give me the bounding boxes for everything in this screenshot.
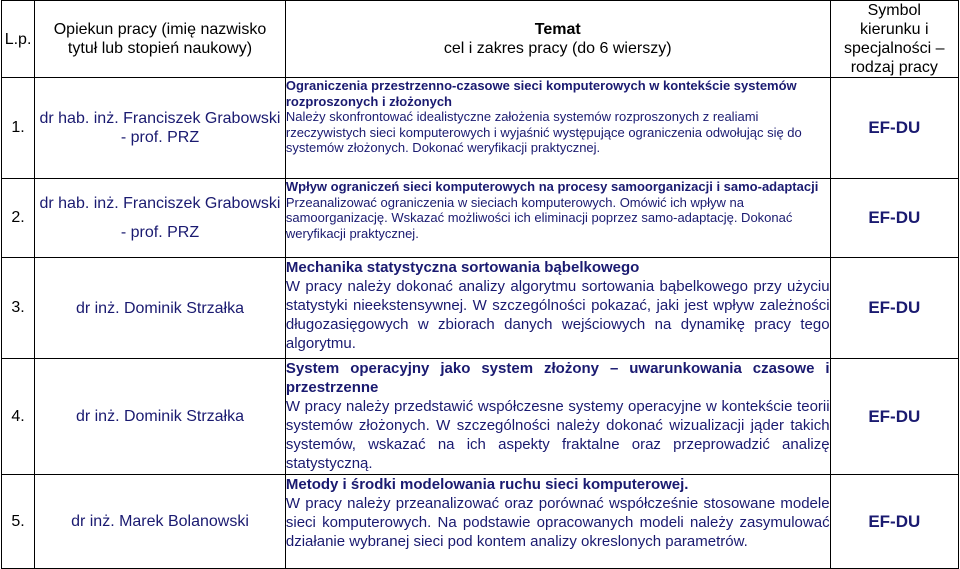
header-no: L.p.	[2, 1, 35, 78]
supervisor-cell	[35, 78, 286, 179]
row-number: 3.	[2, 258, 35, 359]
table-row	[2, 258, 959, 359]
topic-title: Ograniczenia przestrzenno-czasowe sieci komputerowych w kontekście systemów rozproszonych i złożonych	[285, 78, 797, 109]
supervisor-name: dr hab. inż. Franciszek Grabowski	[39, 110, 281, 127]
supervisor-name: dr inż. Dominik Strzałka	[75, 408, 244, 425]
thesis-topics-table	[1, 0, 959, 569]
topic-title: Mechanika statystyczna sortowania bąbelkowego	[285, 259, 640, 276]
supervisor-title: - prof. PRZ	[120, 224, 200, 241]
header-topic: Temat cel i zakres pracy (do 6 wierszy)	[285, 1, 830, 78]
supervisor-title: - prof. PRZ	[120, 129, 200, 146]
table-row	[2, 78, 959, 179]
symbol-cell: EF-DU	[830, 475, 958, 569]
supervisor-cell	[35, 359, 286, 475]
topic-cell	[285, 475, 830, 569]
topic-title: System operacyjny jako system złożony – uwarunkowania czasowe i przestrzenne	[285, 360, 830, 396]
symbol-cell: EF-DU	[830, 78, 958, 179]
topic-title: Metody i środki modelowania ruchu sieci komputerowej.	[285, 476, 689, 493]
supervisor-name: dr hab. inż. Franciszek Grabowski	[39, 195, 281, 212]
header-row	[2, 1, 959, 78]
topic-title: Wpływ ograniczeń sieci komputerowych na procesy samoorganizacji i samo-adaptacji	[285, 179, 819, 194]
symbol-cell: EF-DU	[830, 258, 958, 359]
topic-cell	[285, 78, 830, 179]
topic-cell	[285, 359, 830, 475]
row-number: 4.	[2, 359, 35, 475]
topic-description: W pracy należy przeanalizować oraz porównać współcześnie stosowane modele sieci komputerowych. Na podstawie opracowanych modeli należy zasymulować działanie wybranej sieci pod kontem analizy okreslonych parametrów.	[285, 495, 830, 550]
table-row	[2, 179, 959, 258]
table-row	[2, 475, 959, 569]
row-number: 5.	[2, 475, 35, 569]
supervisor-name: dr inż. Dominik Strzałka	[75, 299, 244, 317]
topic-description: Należy skonfrontować idealistyczne założenia systemów rozproszonych z realiami rzeczywistych sieci komputerowych i wyjaśnić występujące ograniczenia odwołując się do systemów złożonych. Dokonać weryfikacji praktycznej.	[285, 109, 802, 155]
supervisor-cell	[35, 179, 286, 258]
topic-description: W pracy należy przedstawić współczesne systemy operacyjne w kontekście teorii systemów złożonych. W szczególności należy dokonać wizualizacji jąder takich systemów, wskazać na ich aspekty fraktalne oraz przeprowadzić analizę statystyczną.	[285, 398, 830, 472]
symbol-cell: EF-DU	[830, 179, 958, 258]
row-number: 1.	[2, 78, 35, 179]
row-number: 2.	[2, 179, 35, 258]
topic-description: Przeanalizować ograniczenia w sieciach komputerowych. Omówić ich wpływ na samoorganizację. Wskazać możliwości ich eliminacji poprzez samo-adaptację. Dokonać weryfikacji praktycznej.	[285, 194, 793, 241]
header-supervisor: Opiekun pracy (imię nazwisko tytuł lub stopień naukowy)	[35, 1, 286, 78]
supervisor-cell	[35, 258, 286, 359]
symbol-cell: EF-DU	[830, 359, 958, 475]
supervisor-cell	[35, 475, 286, 569]
header-symbol: Symbol kierunku i specjalności – rodzaj pracy	[830, 1, 958, 78]
supervisor-name: dr inż. Marek Bolanowski	[71, 513, 249, 530]
topic-cell	[285, 258, 830, 359]
topic-cell	[285, 179, 830, 258]
table-row	[2, 359, 959, 475]
topic-description: W pracy należy dokonać analizy algorytmu sortowania bąbelkowego przy użyciu statystyki nieekstensywnej. W szczególności pokazać, jaki jest wpływ zależności długozasięgowych w zbiorach danych wejściowych na dynamikę pracy tego algorytmu.	[285, 278, 830, 352]
